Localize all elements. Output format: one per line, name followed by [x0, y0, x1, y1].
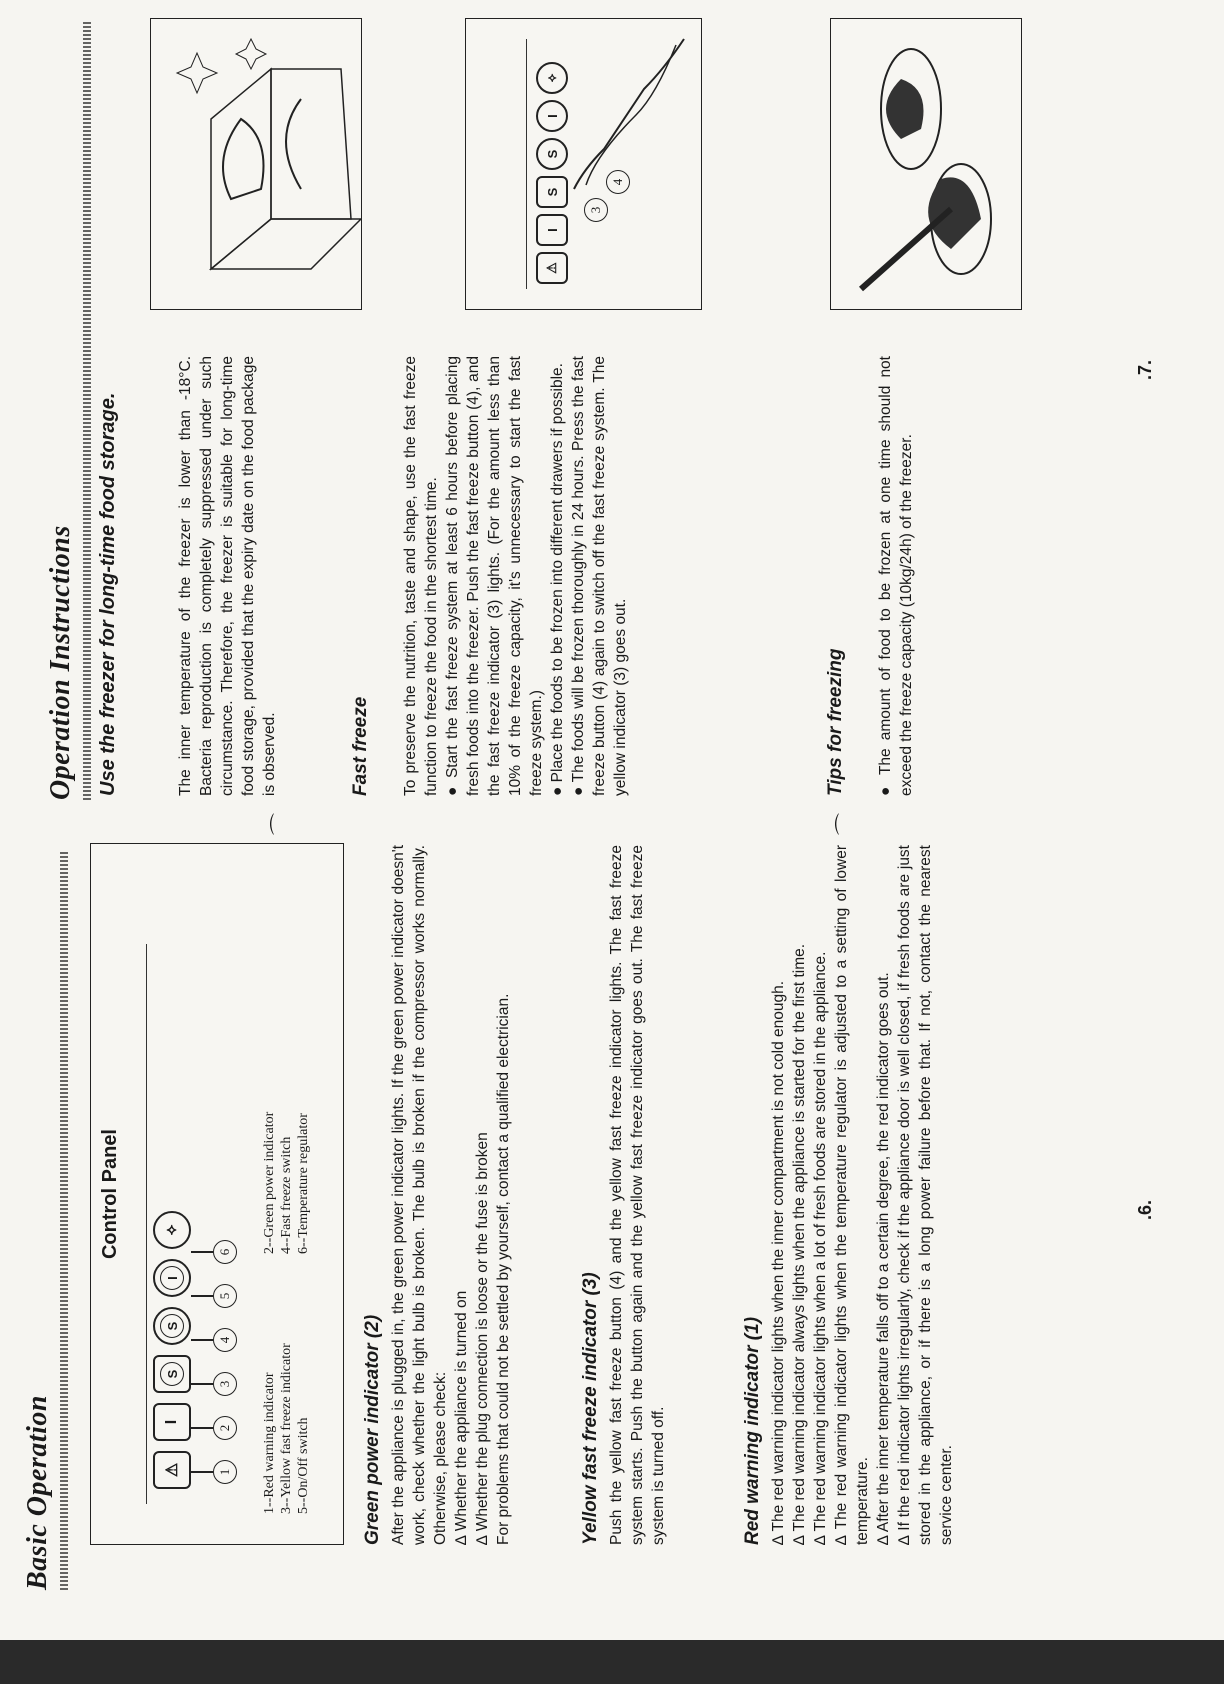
right-section-title: Operation Instructions	[45, 525, 76, 800]
control-panel-legend: 1--Red warning indicator2--Green power indicator 3--Yellow fast freeze indicator4--Fast freeze switch 5--On/Off switch6--Temperature regulator	[262, 1111, 311, 1514]
fast-freeze-heading: Fast freeze	[350, 696, 371, 796]
red-indicator-heading: Red warning indicator (1)	[742, 1316, 763, 1545]
frozen-food-drawing-icon	[831, 19, 1021, 309]
page-number-7: .7.	[1135, 359, 1155, 380]
callout-number: 4	[213, 1328, 237, 1352]
callout-number: 6	[213, 1240, 237, 1264]
left-section-title: Basic Operation	[22, 1395, 53, 1590]
yellow-indicator-text: Push the yellow fast freeze button (4) and the yellow fast freeze indicator lights. The fast freeze system starts. Push the button again and the yellow fast freeze indicator goes out. The fast freeze system is turned off.	[608, 845, 667, 1545]
callout-number: 1	[213, 1460, 237, 1484]
page-number-6: .6.	[1135, 1199, 1155, 1220]
temperature-regulator-icon: ⟡	[153, 1211, 191, 1249]
tips-for-freezing-text: ● The amount of food to be frozen at one time should not exceed the freeze capacity (10kg/24h) of the freezer.	[877, 356, 915, 796]
on-off-switch-icon: I	[536, 100, 568, 132]
warning-symbol-icon: ⚠	[536, 252, 568, 284]
power-symbol-icon: I	[536, 214, 568, 246]
right-page	[0, 0, 1224, 820]
panel-line	[526, 39, 527, 289]
long-time-storage-heading: Use the freezer for long-time food storage.	[97, 392, 119, 796]
on-off-switch-icon: I	[153, 1259, 191, 1297]
yellow-indicator-heading: Yellow fast freeze indicator (3)	[580, 1272, 601, 1545]
fast-freeze-symbol-icon: S	[153, 1355, 191, 1393]
temperature-regulator-icon: ⟡	[536, 62, 568, 94]
long-time-storage-text: The inner temperature of the freezer is lower than -18°C. Bacteria reproduction is completely suppressed under such circumstance. Therefore, the freezer is suitable for long-time food storage, provided that the expiry date on the food package is observed.	[177, 356, 278, 796]
control-panel-title: Control Panel	[99, 1129, 121, 1260]
callout-number: 3	[213, 1372, 237, 1396]
freezer-drawing-icon	[151, 19, 361, 309]
food-freezing-illustration	[830, 18, 1022, 310]
freezer-illustration	[150, 18, 362, 310]
binding-mark: ⌒	[269, 812, 294, 835]
stem-6	[191, 1251, 213, 1253]
stem-5	[191, 1295, 213, 1297]
tips-for-freezing-heading: Tips for freezing	[825, 648, 846, 796]
title-underline	[60, 850, 68, 1590]
stem-4	[191, 1339, 213, 1341]
fast-freeze-text: To preserve the nutrition, taste and shape, use the fast freeze function to freeze the food in the shortest time. ● Start the fast freeze system at least 6 hours before placing fresh foods into the freezer. Push the fast freeze button (4), and the fast freeze indicator (3) lights. (For the amount less than 10% of the freeze capacity, it's unnecessary to start the fast freeze system.) ● Place the foods to be frozen into different drawers if possible. ● The foods will be frozen thoroughly in 24 hours. Press the fast freeze button (4) again to switch off the fast freeze system. The yellow indicator (3) goes out.	[402, 356, 629, 796]
warning-symbol-icon: ⚠	[153, 1451, 191, 1489]
power-symbol-icon: I	[153, 1403, 191, 1441]
fast-freeze-button-illustration	[465, 18, 702, 310]
panel-line	[146, 944, 147, 1504]
callout-number: 2	[213, 1416, 237, 1440]
red-indicator-text: ∆ The red warning indicator lights when the inner compartment is not cold enough. ∆ The red warning indicator always lights when the appliance is started for the first time. ∆ The red warning indicator lights when a lot of fresh foods are stored in the appliance. ∆ The red warning indicator lights when the temperature regulator is adjusted to a setting of lower temperature. ∆ After the inner temperature falls off to a certain degree, the red indicator goes out. ∆ If the red indicator lights irregularly, check if the appliance door is well closed, if fresh foods are just stored in the appliance, or if there is a long power failure before that. If not, contact the nearest service center.	[770, 845, 955, 1545]
stem-2	[191, 1427, 213, 1429]
title-underline	[83, 20, 91, 800]
stem-1	[191, 1471, 213, 1473]
scanner-strip	[0, 1640, 1224, 1684]
binding-mark: ⌒	[834, 812, 859, 835]
callout-number: 4	[606, 170, 630, 194]
stem-3	[191, 1383, 213, 1385]
left-page	[0, 820, 1224, 1640]
green-indicator-text: After the appliance is plugged in, the green power indicator lights. If the green power indicator doesn't work, check whether the light bulb is broken. The bulb is broken if the compressor works normally. Otherwise, please check: ∆ Whether the appliance is turned on ∆ Whether the plug connection is loose or the fuse is broken For problems that could not be settled by yourself, contact a qualified electrician.	[390, 845, 512, 1545]
green-indicator-heading: Green power indicator (2)	[362, 1314, 383, 1545]
callout-number: 3	[584, 198, 608, 222]
callout-number: 5	[213, 1284, 237, 1308]
fast-freeze-switch-icon: S	[153, 1307, 191, 1345]
pointing-hand-icon	[566, 29, 696, 199]
control-panel-box	[90, 843, 344, 1545]
fast-freeze-symbol-icon: S	[536, 176, 568, 208]
fast-freeze-switch-icon: S	[536, 138, 568, 170]
